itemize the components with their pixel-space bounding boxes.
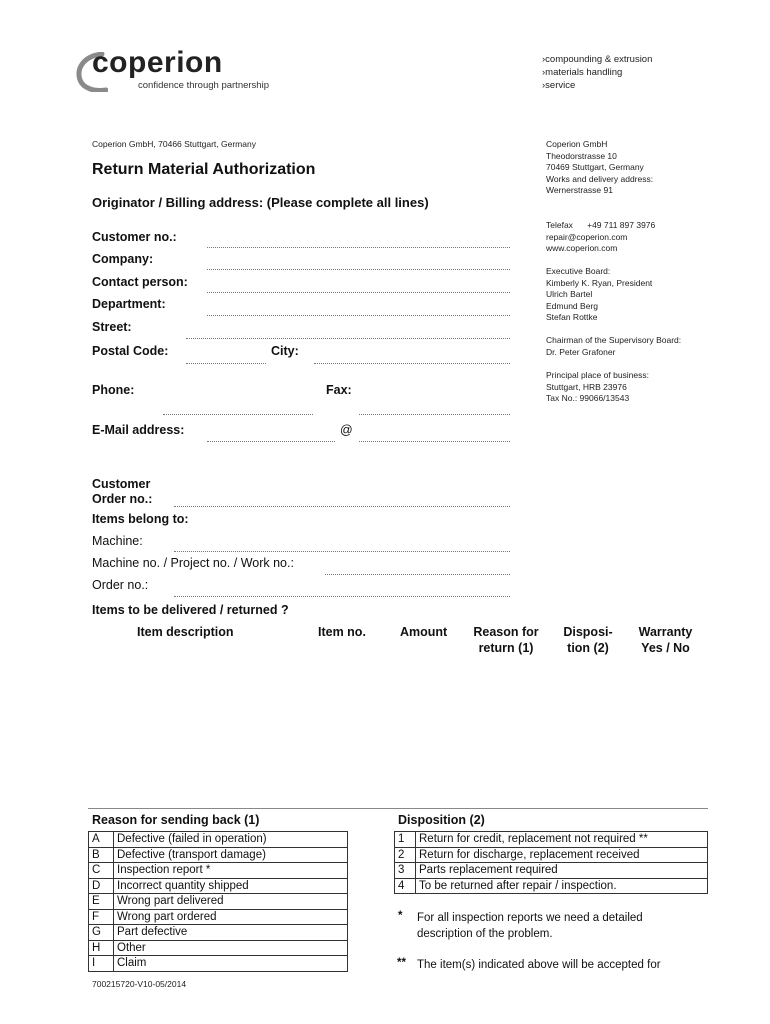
logo-tagline: confidence through partnership [138,80,269,91]
note2-marker: ** [397,957,406,969]
table-row: E Wrong part delivered [89,894,348,910]
email-domain-field[interactable] [359,440,510,442]
sender-line: Coperion GmbH, 70466 Stuttgart, Germany [92,139,256,149]
reasons-table [88,831,348,972]
note1-text: For all inspection reports we need a detailed description of the problem. [417,912,643,940]
disposition-table [394,831,708,894]
section-subtitle: Originator / Billing address: (Please complete all lines) [92,195,429,210]
street-field[interactable] [186,337,510,339]
tagline-service: ›service [542,80,576,91]
company-label: Company: [92,252,154,266]
table-row: A Defective (failed in operation) [89,832,348,848]
order-no-label: Order no.: [92,578,149,592]
customer-no-label: Customer no.: [92,230,177,244]
street-label: Street: [92,320,132,334]
executive-board: Executive Board: Kimberly K. Ryan, President Ulrich Bartel Edmund Berg Stefan Rottke [546,266,653,322]
document-footer-code: 700215720-V10-05/2014 [92,979,187,989]
col-item-no: Item no. [318,625,366,639]
company-address: Coperion GmbH Theodorstrasse 10 70469 Stuttgart, Germany Works and delivery address: Wernerstrasse 91 [546,139,654,195]
contact-person-field[interactable] [207,291,510,293]
customer-no-field[interactable] [207,246,510,248]
department-label: Department: [92,297,166,311]
supervisory-board: Chairman of the Supervisory Board: Dr. Peter Grafoner [546,335,682,357]
fax-label: Fax: [326,383,352,397]
items-belong-label: Items belong to: [92,512,189,526]
col-item-description: Item description [137,625,234,639]
machine-project-field[interactable] [325,573,510,575]
email-at-sign: @ [340,423,353,437]
city-label: City: [271,344,299,358]
items-delivered-label: Items to be delivered / returned ? [92,603,289,617]
business-info: Principal place of business: Stuttgart, HRB 23976 Tax No.: 99066/13543 [546,370,650,403]
logo-wordmark: coperion [92,46,223,79]
customer-order-label: Customer Order no.: [92,477,153,506]
customer-order-field[interactable] [174,505,510,507]
table-row: H Other [89,940,348,956]
postal-code-label: Postal Code: [92,344,169,358]
phone-field[interactable] [163,413,313,415]
company-field[interactable] [207,268,510,270]
table-row: G Part defective [89,925,348,941]
machine-label: Machine: [92,534,143,548]
postal-code-field[interactable] [186,362,266,364]
city-field[interactable] [314,362,510,364]
table-row: 4 To be returned after repair / inspection. [395,878,708,894]
reasons-title: Reason for sending back (1) [92,813,260,827]
tagline-compounding: ›compounding & extrusion [542,54,653,65]
table-row: 1 Return for credit, replacement not required ** [395,832,708,848]
note1-marker: * [398,910,403,922]
page-title: Return Material Authorization [92,161,316,178]
table-row: I Claim [89,956,348,972]
table-row: 3 Parts replacement required [395,863,708,879]
phone-label: Phone: [92,383,135,397]
note2-text: The item(s) indicated above will be accepted for [417,959,661,971]
email-user-field[interactable] [207,440,335,442]
company-contact: Telefax +49 711 897 3976 repair@coperion.com www.coperion.com [546,220,656,253]
col-reason: Reason for return (1) [473,625,539,655]
table-row: 2 Return for discharge, replacement received [395,847,708,863]
table-row: B Defective (transport damage) [89,847,348,863]
col-amount: Amount [400,625,448,639]
machine-field[interactable] [174,550,510,552]
col-warranty: Warranty Yes / No [638,625,693,655]
email-label: E-Mail address: [92,423,185,437]
section-divider [88,808,708,809]
fax-field[interactable] [359,413,510,415]
machine-project-label: Machine no. / Project no. / Work no.: [92,556,294,570]
table-row: F Wrong part ordered [89,909,348,925]
table-row: C Inspection report * [89,863,348,879]
department-field[interactable] [207,314,510,316]
table-row: D Incorrect quantity shipped [89,878,348,894]
order-no-field[interactable] [174,595,510,597]
tagline-materials: ›materials handling [542,67,623,78]
col-disposition: Disposi- tion (2) [563,625,613,655]
contact-person-label: Contact person: [92,275,188,289]
disposition-title: Disposition (2) [398,813,485,827]
